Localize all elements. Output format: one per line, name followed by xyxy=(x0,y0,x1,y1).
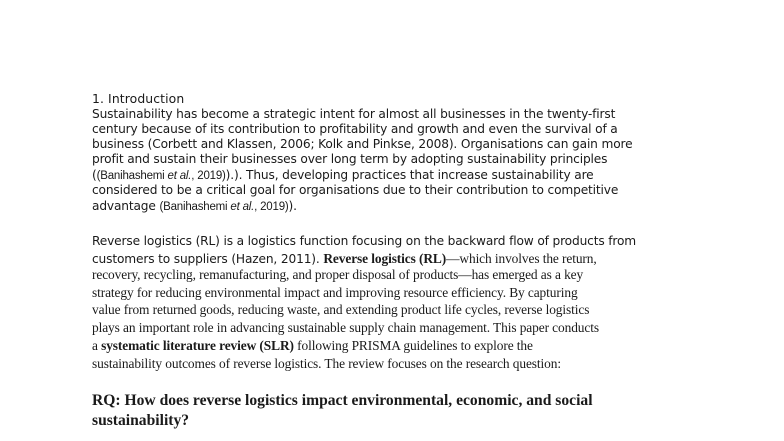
citation-author: (Banihashemi xyxy=(159,201,231,213)
para2-line-2-serif xyxy=(323,251,596,266)
para2-line-3: recovery, recycling, remanufacturing, and proper disposal of products—has emerged as a key xyxy=(92,267,584,282)
citation-etal: et al. xyxy=(230,201,255,213)
para1-line-7-text: advantage xyxy=(92,199,160,213)
citation-etal: et al. xyxy=(167,170,192,182)
para2-line-7-rest: following PRISMA guidelines to explore the xyxy=(293,338,533,353)
para2-line-4: strategy for reducing environmental impact and improving resource efficiency. By capturing xyxy=(92,285,578,300)
para2-line-2 xyxy=(92,250,597,268)
para2-line-5: value from returned goods, reducing waste, and extending product life cycles, reverse logistics xyxy=(92,302,590,317)
para1-line-5-rest: ).). Thus, developing practices that increase sustainability are xyxy=(225,168,594,182)
para1-line-7 xyxy=(92,199,297,213)
para2-line-2-rest: —which involves the return, xyxy=(446,251,597,266)
para1-line-1: Sustainability has become a strategic intent for almost all businesses in the twenty-first xyxy=(92,107,616,121)
section-heading: 1. Introduction xyxy=(92,91,185,106)
citation-year: , 2019) xyxy=(254,201,289,213)
para2-line-8: sustainability outcomes of reverse logistics. The review focuses on the research question: xyxy=(92,356,561,371)
para1-line-4: profit and sustain their businesses over long term by adopting sustainability principles xyxy=(92,152,608,166)
para1-line-2: century because of its contribution to profitability and growth and even the survival of a xyxy=(92,122,618,136)
research-question-line-1: RQ: How does reverse logistics impact environmental, economic, and social xyxy=(92,392,593,409)
research-question-line-2: sustainability? xyxy=(92,412,190,429)
para1-line-3: business (Corbett and Klassen, 2006; Kolk and Pinkse, 2008). Organisations can gain more xyxy=(92,137,633,151)
para2-line-1: Reverse logistics (RL) is a logistics function focusing on the backward flow of products from xyxy=(92,234,637,248)
para2-line-7 xyxy=(92,338,533,354)
bold-term-reverse-logistics: Reverse logistics (RL) xyxy=(323,251,447,266)
citation-banihashemi xyxy=(97,170,226,182)
citation-banihashemi-2 xyxy=(159,201,288,213)
para2-line-7-a: a xyxy=(92,338,102,353)
para1-line-7-end: ). xyxy=(288,199,297,213)
para1-line-6: considered to be a critical goal for organisations due to their contribution to competitive xyxy=(92,183,619,197)
citation-author: (Banihashemi xyxy=(96,170,168,182)
para1-line-5 xyxy=(92,168,594,182)
open-paren: ( xyxy=(92,168,97,182)
citation-year: , 2019) xyxy=(191,170,226,182)
para2-line-2-text: customers to suppliers (Hazen, 2011). xyxy=(92,252,324,266)
bold-term-slr: systematic literature review (SLR) xyxy=(101,338,294,353)
para2-line-6: plays an important role in advancing sustainable supply chain management. This paper conducts xyxy=(92,320,599,335)
